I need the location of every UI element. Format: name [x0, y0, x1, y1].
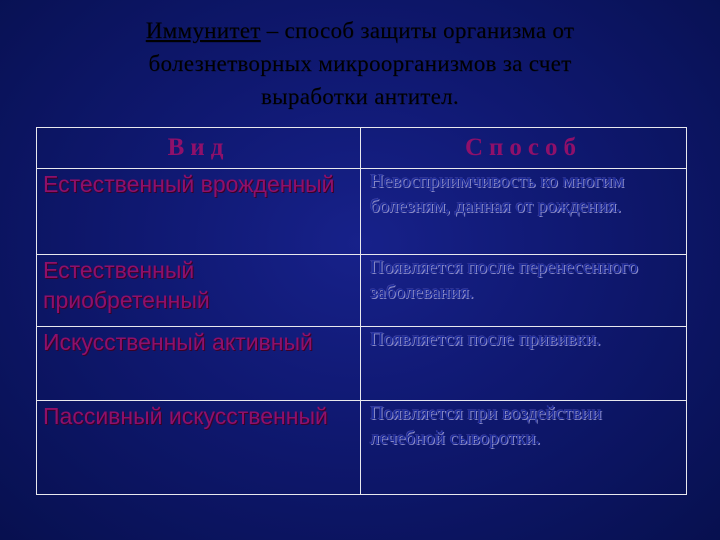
method-cell: Появляется после перенесенного заболевания.: [361, 255, 687, 327]
table-row: [37, 169, 687, 255]
kind-cell: Пассивный искусственный: [37, 401, 361, 495]
title-line-3: выработки антител.: [261, 84, 459, 109]
method-cell: Появляется после прививки.: [361, 327, 687, 401]
title-term: Иммунитет: [145, 18, 261, 43]
table-row: [37, 327, 687, 401]
table-row: [37, 401, 687, 495]
title-line-1-rest: – способ защиты организма от: [260, 18, 575, 43]
slide-title: [40, 14, 680, 113]
kind-cell: Естественный приобретенный: [37, 255, 361, 327]
immunity-types-table: [36, 127, 687, 495]
kind-cell: Искусственный активный: [37, 327, 361, 401]
method-cell: Появляется при воздействии лечебной сыворотки.: [361, 401, 687, 495]
header-method: Способ: [361, 128, 687, 169]
title-line-2: болезнетворных микроорганизмов за счет: [148, 51, 572, 76]
header-kind: Вид: [37, 128, 361, 169]
table-row: [37, 255, 687, 327]
method-cell: Невосприимчивость ко многим болезням, данная от рождения.: [361, 169, 687, 255]
title-line-1: [40, 14, 680, 47]
kind-cell: Естественный врожденный: [37, 169, 361, 255]
table-header-row: [37, 128, 687, 169]
